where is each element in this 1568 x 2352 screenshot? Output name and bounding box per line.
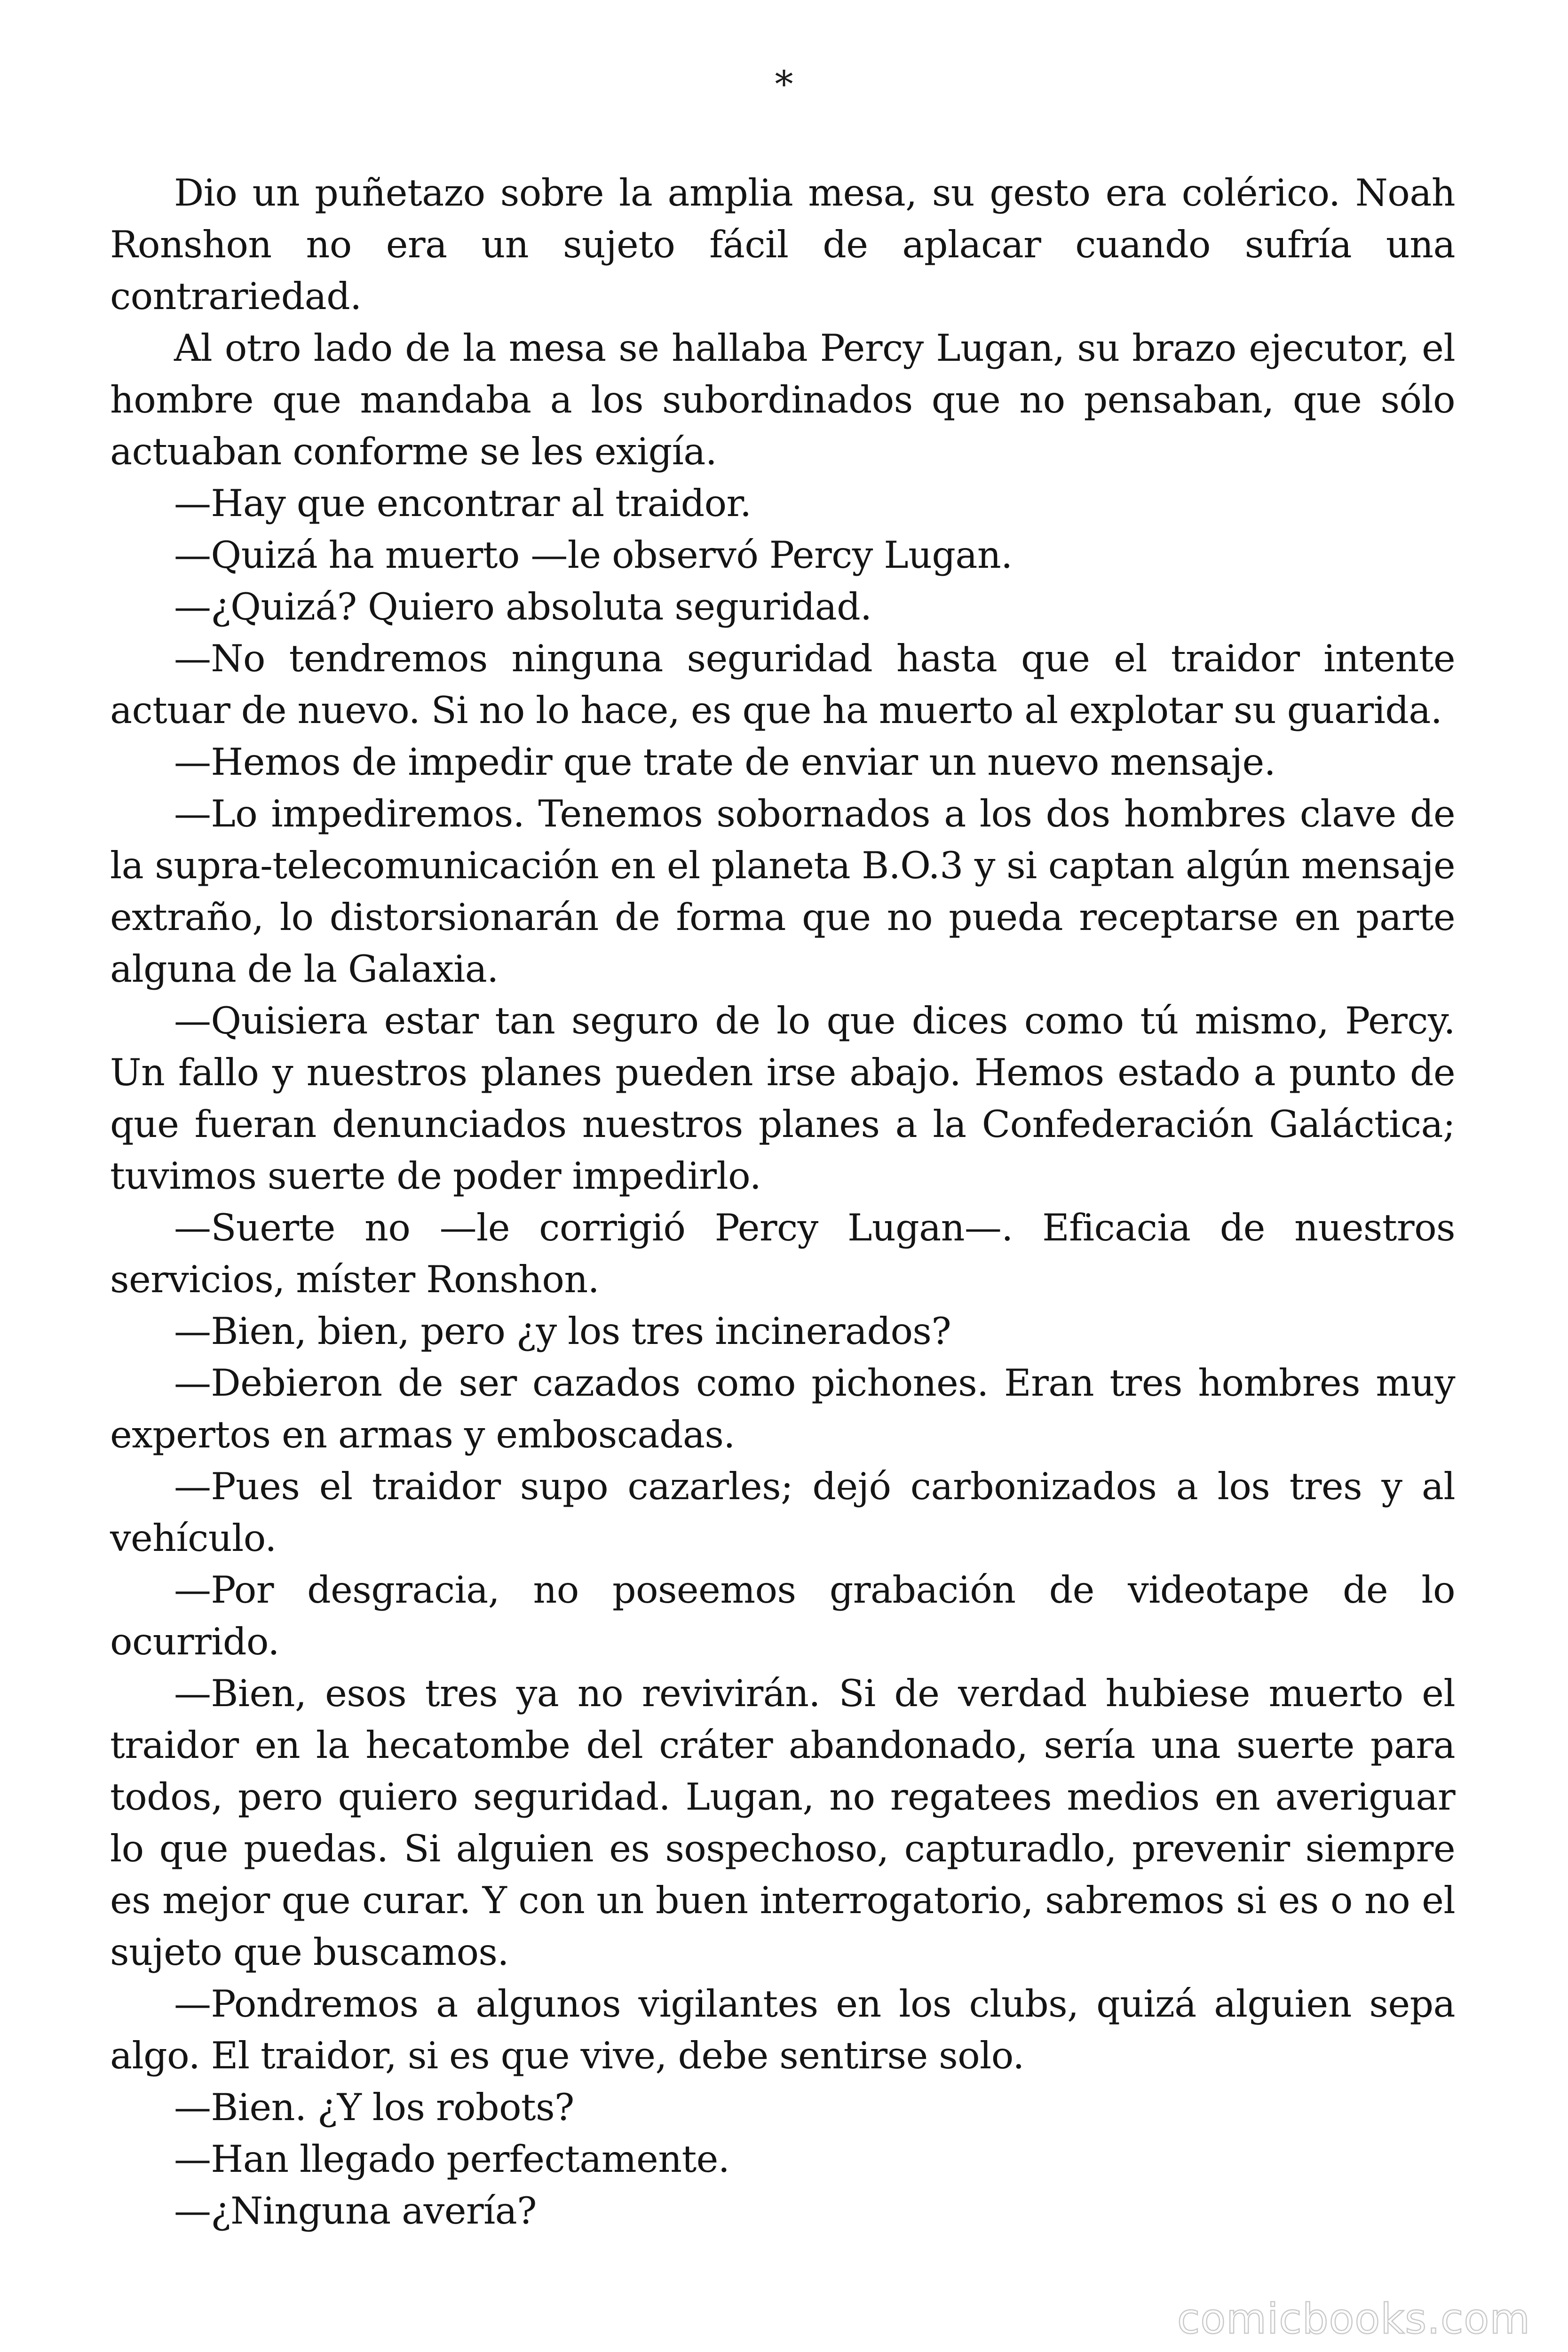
paragraph: —¿Quizá? Quiero absoluta seguridad. xyxy=(174,585,872,628)
paragraph: —Bien, bien, pero ¿y los tres incinerados? xyxy=(174,1310,951,1353)
paragraph: —No tendremos ninguna seguridad hasta que el traidor intente actuar de nuevo. Si no lo hace, es que ha muerto al explotar su guarida. xyxy=(110,637,1455,732)
body-text xyxy=(110,167,1455,2237)
paragraph: —Hay que encontrar al traidor. xyxy=(174,482,752,525)
paragraph: —Bien. ¿Y los robots? xyxy=(174,2086,574,2129)
paragraph: —¿Ninguna avería? xyxy=(174,2189,537,2233)
paragraph: —Pondremos a algunos vigilantes en los clubs, quizá alguien sepa algo. El traidor, si es que vive, debe sentirse solo. xyxy=(110,1982,1455,2077)
paragraph: —Quisiera estar tan seguro de lo que dices como tú mismo, Percy. Un fallo y nuestros planes pueden irse abajo. Hemos estado a punto de que fueran denunciados nuestros planes a la Confederación Galáctica; tuvimos suerte de poder impedirlo. xyxy=(110,999,1455,1198)
section-separator: * xyxy=(775,64,793,106)
paragraph: —Hemos de impedir que trate de enviar un nuevo mensaje. xyxy=(174,740,1276,784)
paragraph: —Por desgracia, no poseemos grabación de videotape de lo ocurrido. xyxy=(110,1568,1455,1663)
paragraph: —Lo impediremos. Tenemos sobornados a los dos hombres clave de la supra-telecomunicación en el planeta B.O.3 y si captan algún mensaje extraño, lo distorsionarán de forma que no pueda receptarse en parte alguna de la Galaxia. xyxy=(110,792,1455,991)
paragraph: —Suerte no —le corrigió Percy Lugan—. Eficacia de nuestros servicios, míster Ronshon. xyxy=(110,1206,1455,1301)
paragraph: —Pues el traidor supo cazarles; dejó carbonizados a los tres y al vehículo. xyxy=(110,1465,1455,1560)
paragraph: —Han llegado perfectamente. xyxy=(174,2137,730,2181)
paragraph: Al otro lado de la mesa se hallaba Percy Lugan, su brazo ejecutor, el hombre que mandaba a los subordinados que no pensaban, que sólo actuaban conforme se les exigía. xyxy=(110,326,1455,473)
paragraph: —Bien, esos tres ya no revivirán. Si de verdad hubiese muerto el traidor en la hecatombe del cráter abandonado, sería una suerte para todos, pero quiero seguridad. Lugan, no regatees medios en averiguar lo que puedas. Si alguien es sospechoso, capturadlo, prevenir siempre es mejor que curar. Y con un buen interrogatorio, sabremos si es o no el sujeto que buscamos. xyxy=(110,1672,1455,1974)
paragraph: —Quizá ha muerto —le observó Percy Lugan. xyxy=(174,533,1013,577)
paragraph: —Debieron de ser cazados como pichones. Eran tres hombres muy expertos en armas y emboscadas. xyxy=(110,1361,1455,1456)
paragraph: Dio un puñetazo sobre la amplia mesa, su gesto era colérico. Noah Ronshon no era un sujeto fácil de aplacar cuando sufría una contrariedad. xyxy=(110,171,1455,318)
site-watermark: comicbooks.com xyxy=(1177,2295,1530,2343)
